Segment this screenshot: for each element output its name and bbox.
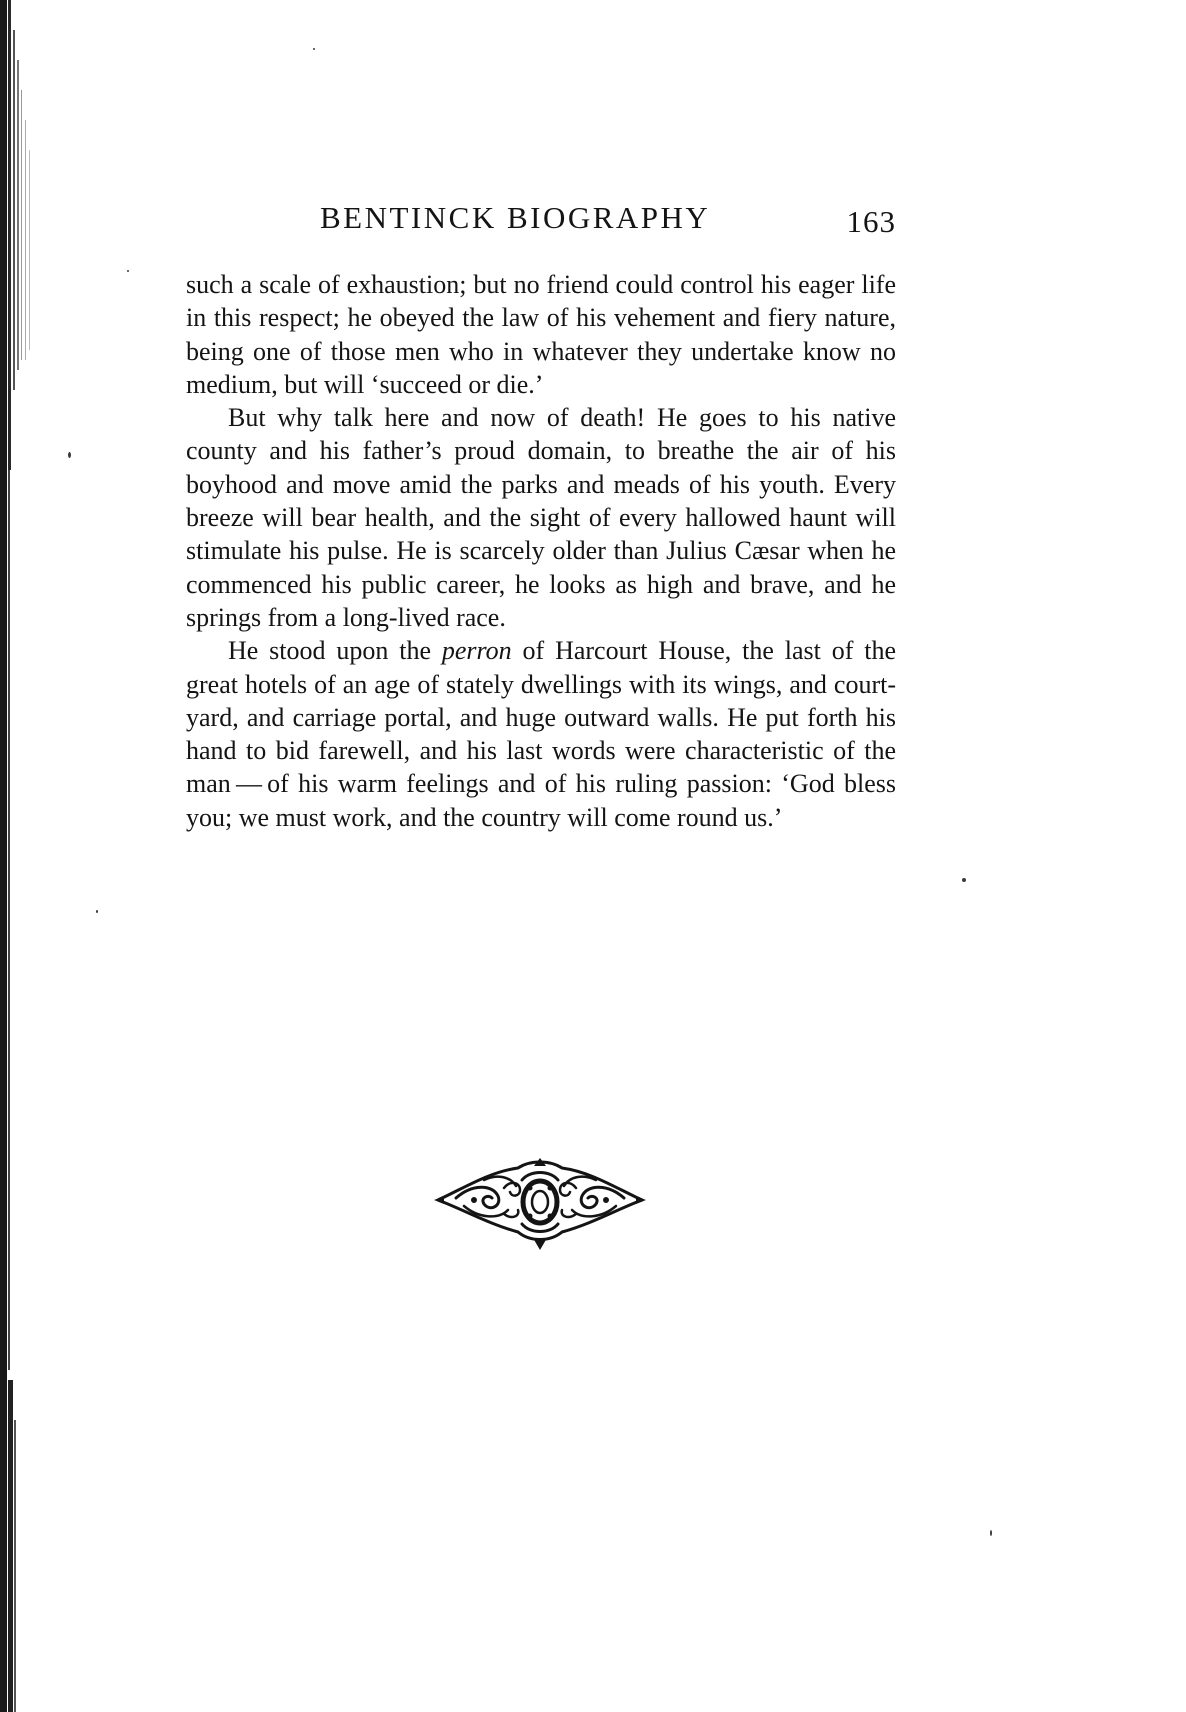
ornamental-tailpiece-icon — [434, 1158, 646, 1250]
binding-edge — [0, 0, 44, 1712]
page-header — [186, 196, 896, 240]
running-head: BENTINCK BIOGRAPHY — [320, 200, 711, 235]
scan-speck — [990, 1530, 992, 1536]
italic-term: perron — [441, 636, 512, 666]
paragraph-text: He stood upon the — [228, 636, 442, 666]
scan-speck — [96, 910, 98, 913]
paragraph: But why talk here and now of death! He goes to his native county and his father’s proud domain, to breathe the air of his boyhood and move amid the parks and meads of his youth. Every breeze will bear health, and the sight of every hallowed haunt will stimulate his pulse. He is scarcely older than Julius Cæsar when he commenced his public career, he looks as high and brave, and he springs from a long-lived race. — [186, 403, 896, 632]
scan-speck — [313, 48, 315, 50]
scan-speck — [68, 452, 71, 458]
page-number: 163 — [846, 204, 896, 239]
paragraph — [186, 634, 896, 834]
paragraph-text: of Harcourt House, the last of the great hotels of an age of stately dwellings with its wings, and court-yard, and carriage portal, and huge outward walls. He put forth his hand to bid farewell, and his last words were characteristic of the man — of his warm feelings and of his ruling passion: ‘God bless you; we must work, and the country will come round us.’ — [186, 636, 897, 832]
scan-speck — [127, 270, 129, 272]
paragraph: such a scale of exhaustion; but no friend could control his eager life in this respect; he obeyed the law of his vehement and fiery nature, being one of those men who in whatever they undertake know no medium, but will ‘succeed or die.’ — [186, 270, 896, 399]
body-text — [186, 268, 896, 834]
scan-speck — [962, 878, 966, 882]
